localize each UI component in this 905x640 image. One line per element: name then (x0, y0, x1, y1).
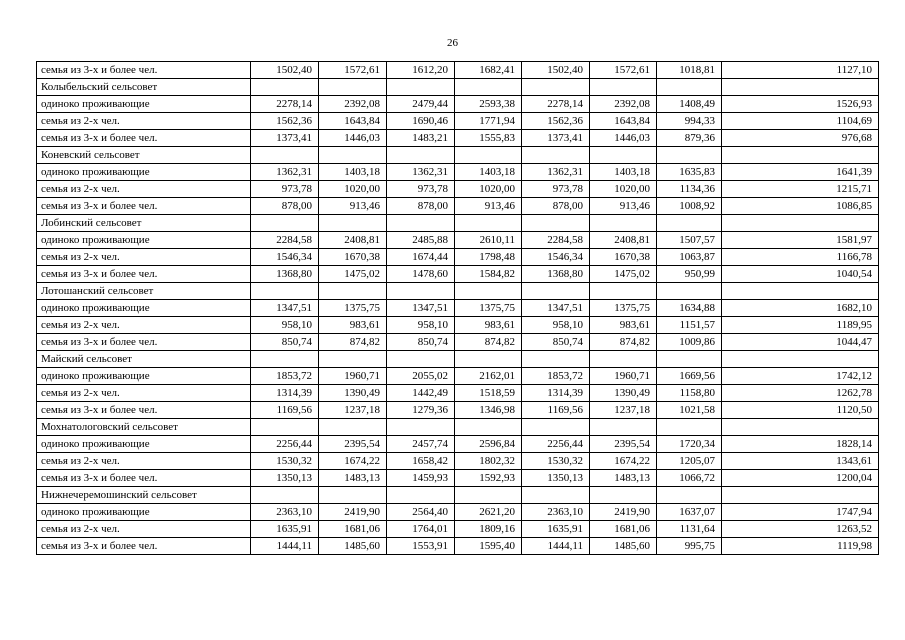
value-cell: 1475,02 (590, 266, 657, 283)
section-title: Лобинский сельсовет (37, 215, 251, 232)
value-cell: 1643,84 (319, 113, 387, 130)
value-cell: 1063,87 (657, 249, 722, 266)
table-body (37, 62, 879, 555)
value-cell (657, 283, 722, 300)
value-cell: 1237,18 (319, 402, 387, 419)
row-label: семья из 3-х и более чел. (37, 130, 251, 147)
value-cell: 2610,11 (455, 232, 522, 249)
value-cell (455, 351, 522, 368)
section-row (37, 487, 879, 504)
table-row (37, 96, 879, 113)
value-cell: 2278,14 (251, 96, 319, 113)
value-cell (657, 147, 722, 164)
value-cell: 1798,48 (455, 249, 522, 266)
value-cell: 1771,94 (455, 113, 522, 130)
value-cell (387, 147, 455, 164)
value-cell (722, 147, 879, 164)
value-cell: 850,74 (522, 334, 590, 351)
value-cell (251, 215, 319, 232)
value-cell: 878,00 (251, 198, 319, 215)
section-title: Лотошанский сельсовет (37, 283, 251, 300)
table-row (37, 181, 879, 198)
value-cell (387, 487, 455, 504)
value-cell: 1507,57 (657, 232, 722, 249)
value-cell: 1634,88 (657, 300, 722, 317)
table-row (37, 538, 879, 555)
value-cell: 1442,49 (387, 385, 455, 402)
value-cell: 1403,18 (590, 164, 657, 181)
table-row (37, 521, 879, 538)
value-cell (387, 215, 455, 232)
section-row (37, 283, 879, 300)
value-cell (522, 147, 590, 164)
value-cell (251, 79, 319, 96)
value-cell: 2419,90 (319, 504, 387, 521)
table-row (37, 334, 879, 351)
row-label: семья из 2-х чел. (37, 249, 251, 266)
value-cell (657, 419, 722, 436)
value-cell: 2419,90 (590, 504, 657, 521)
value-cell: 1020,00 (455, 181, 522, 198)
value-cell: 1584,82 (455, 266, 522, 283)
value-cell: 973,78 (387, 181, 455, 198)
table-row (37, 113, 879, 130)
value-cell: 994,33 (657, 113, 722, 130)
subsistence-table (36, 61, 879, 555)
value-cell: 2392,08 (590, 96, 657, 113)
value-cell (387, 79, 455, 96)
value-cell: 1681,06 (590, 521, 657, 538)
row-label: семья из 2-х чел. (37, 453, 251, 470)
table-row (37, 266, 879, 283)
value-cell (455, 79, 522, 96)
table-row (37, 368, 879, 385)
value-cell: 1960,71 (319, 368, 387, 385)
value-cell: 1960,71 (590, 368, 657, 385)
value-cell (319, 215, 387, 232)
value-cell: 2395,54 (590, 436, 657, 453)
value-cell: 1592,93 (455, 470, 522, 487)
table-row (37, 232, 879, 249)
section-row (37, 79, 879, 96)
row-label: семья из 2-х чел. (37, 113, 251, 130)
value-cell: 1368,80 (522, 266, 590, 283)
value-cell (657, 351, 722, 368)
value-cell: 1637,07 (657, 504, 722, 521)
value-cell: 913,46 (319, 198, 387, 215)
value-cell: 1347,51 (522, 300, 590, 317)
value-cell: 1682,41 (455, 62, 522, 79)
value-cell: 1670,38 (590, 249, 657, 266)
section-title: Нижнечеремошинский сельсовет (37, 487, 251, 504)
value-cell (590, 215, 657, 232)
value-cell: 2055,02 (387, 368, 455, 385)
value-cell: 1809,16 (455, 521, 522, 538)
value-cell: 2564,40 (387, 504, 455, 521)
value-cell (522, 283, 590, 300)
value-cell: 1403,18 (455, 164, 522, 181)
value-cell: 1530,32 (251, 453, 319, 470)
value-cell: 874,82 (590, 334, 657, 351)
section-title: Майский сельсовет (37, 351, 251, 368)
value-cell: 983,61 (590, 317, 657, 334)
value-cell: 2162,01 (455, 368, 522, 385)
value-cell (590, 351, 657, 368)
value-cell: 1120,50 (722, 402, 879, 419)
value-cell: 2395,54 (319, 436, 387, 453)
value-cell: 1674,22 (590, 453, 657, 470)
value-cell: 1483,21 (387, 130, 455, 147)
value-cell: 1104,69 (722, 113, 879, 130)
value-cell: 1643,84 (590, 113, 657, 130)
value-cell: 2596,84 (455, 436, 522, 453)
value-cell: 1444,11 (251, 538, 319, 555)
value-cell (590, 419, 657, 436)
value-cell: 1444,11 (522, 538, 590, 555)
value-cell: 2363,10 (522, 504, 590, 521)
value-cell: 950,99 (657, 266, 722, 283)
value-cell (387, 283, 455, 300)
value-cell: 1169,56 (251, 402, 319, 419)
value-cell (590, 79, 657, 96)
value-cell: 1279,36 (387, 402, 455, 419)
value-cell: 1262,78 (722, 385, 879, 402)
row-label: одиноко проживающие (37, 232, 251, 249)
value-cell: 1518,59 (455, 385, 522, 402)
value-cell: 1368,80 (251, 266, 319, 283)
value-cell (251, 419, 319, 436)
table-row (37, 198, 879, 215)
table-row (37, 62, 879, 79)
table-row (37, 300, 879, 317)
value-cell: 1205,07 (657, 453, 722, 470)
value-cell: 2363,10 (251, 504, 319, 521)
value-cell: 1158,80 (657, 385, 722, 402)
value-cell: 1263,52 (722, 521, 879, 538)
value-cell: 1478,60 (387, 266, 455, 283)
value-cell: 2485,88 (387, 232, 455, 249)
value-cell: 1446,03 (319, 130, 387, 147)
section-row (37, 215, 879, 232)
value-cell: 1555,83 (455, 130, 522, 147)
value-cell: 1362,31 (251, 164, 319, 181)
row-label: семья из 2-х чел. (37, 385, 251, 402)
table-row (37, 385, 879, 402)
row-label: одиноко проживающие (37, 300, 251, 317)
row-label: одиноко проживающие (37, 164, 251, 181)
value-cell: 1200,04 (722, 470, 879, 487)
table-row (37, 504, 879, 521)
value-cell (657, 79, 722, 96)
table-row (37, 436, 879, 453)
value-cell: 973,78 (251, 181, 319, 198)
value-cell: 1134,36 (657, 181, 722, 198)
value-cell: 874,82 (319, 334, 387, 351)
value-cell: 1119,98 (722, 538, 879, 555)
value-cell (722, 419, 879, 436)
value-cell: 2593,38 (455, 96, 522, 113)
section-title: Мохнатологовский сельсовет (37, 419, 251, 436)
value-cell (455, 147, 522, 164)
value-cell (251, 283, 319, 300)
value-cell: 913,46 (455, 198, 522, 215)
value-cell: 2479,44 (387, 96, 455, 113)
value-cell: 1237,18 (590, 402, 657, 419)
value-cell: 1314,39 (522, 385, 590, 402)
value-cell: 1690,46 (387, 113, 455, 130)
value-cell: 1346,98 (455, 402, 522, 419)
value-cell: 1347,51 (387, 300, 455, 317)
value-cell: 958,10 (387, 317, 455, 334)
value-cell: 1502,40 (522, 62, 590, 79)
value-cell (319, 147, 387, 164)
row-label: семья из 3-х и более чел. (37, 62, 251, 79)
value-cell: 1635,83 (657, 164, 722, 181)
value-cell: 2408,81 (590, 232, 657, 249)
value-cell: 2621,20 (455, 504, 522, 521)
section-title: Коневский сельсовет (37, 147, 251, 164)
value-cell: 879,36 (657, 130, 722, 147)
value-cell: 1343,61 (722, 453, 879, 470)
value-cell: 1612,20 (387, 62, 455, 79)
value-cell: 1853,72 (251, 368, 319, 385)
table-row (37, 130, 879, 147)
value-cell: 1670,38 (319, 249, 387, 266)
value-cell: 2256,44 (522, 436, 590, 453)
value-cell: 1373,41 (251, 130, 319, 147)
section-row (37, 351, 879, 368)
value-cell: 1375,75 (319, 300, 387, 317)
value-cell: 2256,44 (251, 436, 319, 453)
value-cell (522, 215, 590, 232)
row-label: семья из 3-х и более чел. (37, 470, 251, 487)
value-cell (455, 283, 522, 300)
value-cell (319, 79, 387, 96)
value-cell: 1485,60 (590, 538, 657, 555)
value-cell: 1828,14 (722, 436, 879, 453)
value-cell (722, 79, 879, 96)
value-cell (455, 215, 522, 232)
row-label: одиноко проживающие (37, 504, 251, 521)
row-label: семья из 2-х чел. (37, 317, 251, 334)
row-label: семья из 2-х чел. (37, 181, 251, 198)
table-row (37, 164, 879, 181)
row-label: семья из 2-х чел. (37, 521, 251, 538)
value-cell: 1669,56 (657, 368, 722, 385)
table-row (37, 453, 879, 470)
value-cell (387, 351, 455, 368)
value-cell: 1658,42 (387, 453, 455, 470)
value-cell: 1009,86 (657, 334, 722, 351)
page-number: 26 (447, 37, 458, 49)
value-cell: 1373,41 (522, 130, 590, 147)
value-cell: 1635,91 (522, 521, 590, 538)
value-cell: 1408,49 (657, 96, 722, 113)
value-cell: 1674,22 (319, 453, 387, 470)
row-label: одиноко проживающие (37, 96, 251, 113)
table-row (37, 317, 879, 334)
value-cell: 1485,60 (319, 538, 387, 555)
value-cell (522, 419, 590, 436)
value-cell: 1483,13 (590, 470, 657, 487)
value-cell: 1546,34 (251, 249, 319, 266)
value-cell: 850,74 (387, 334, 455, 351)
value-cell: 850,74 (251, 334, 319, 351)
value-cell (522, 351, 590, 368)
value-cell: 1403,18 (319, 164, 387, 181)
value-cell: 1553,91 (387, 538, 455, 555)
value-cell: 1127,10 (722, 62, 879, 79)
value-cell: 1502,40 (251, 62, 319, 79)
value-cell (657, 215, 722, 232)
value-cell (319, 487, 387, 504)
value-cell: 1572,61 (590, 62, 657, 79)
row-label: семья из 3-х и более чел. (37, 266, 251, 283)
value-cell: 1446,03 (590, 130, 657, 147)
value-cell: 1066,72 (657, 470, 722, 487)
value-cell: 976,68 (722, 130, 879, 147)
value-cell: 1018,81 (657, 62, 722, 79)
value-cell: 1131,64 (657, 521, 722, 538)
value-cell: 995,75 (657, 538, 722, 555)
value-cell: 1375,75 (590, 300, 657, 317)
value-cell: 1362,31 (522, 164, 590, 181)
value-cell: 1044,47 (722, 334, 879, 351)
value-cell: 1562,36 (522, 113, 590, 130)
value-cell (455, 419, 522, 436)
value-cell: 1189,95 (722, 317, 879, 334)
value-cell: 2284,58 (251, 232, 319, 249)
section-title: Колыбельский сельсовет (37, 79, 251, 96)
row-label: одиноко проживающие (37, 436, 251, 453)
value-cell (722, 487, 879, 504)
value-cell: 1215,71 (722, 181, 879, 198)
value-cell: 1151,57 (657, 317, 722, 334)
value-cell: 1020,00 (319, 181, 387, 198)
row-label: семья из 3-х и более чел. (37, 402, 251, 419)
value-cell: 1350,13 (522, 470, 590, 487)
value-cell: 1008,92 (657, 198, 722, 215)
value-cell: 1350,13 (251, 470, 319, 487)
value-cell (319, 351, 387, 368)
value-cell: 1674,44 (387, 249, 455, 266)
value-cell: 1390,49 (590, 385, 657, 402)
value-cell: 1040,54 (722, 266, 879, 283)
value-cell: 1546,34 (522, 249, 590, 266)
value-cell: 1681,06 (319, 521, 387, 538)
value-cell: 2457,74 (387, 436, 455, 453)
value-cell: 2392,08 (319, 96, 387, 113)
value-cell (455, 487, 522, 504)
value-cell: 878,00 (522, 198, 590, 215)
value-cell: 1595,40 (455, 538, 522, 555)
value-cell: 1021,58 (657, 402, 722, 419)
value-cell (657, 487, 722, 504)
value-cell: 878,00 (387, 198, 455, 215)
table-row (37, 470, 879, 487)
value-cell: 958,10 (522, 317, 590, 334)
section-row (37, 419, 879, 436)
row-label: семья из 3-х и более чел. (37, 198, 251, 215)
section-row (37, 147, 879, 164)
value-cell: 1166,78 (722, 249, 879, 266)
value-cell: 1375,75 (455, 300, 522, 317)
value-cell (251, 487, 319, 504)
value-cell: 1362,31 (387, 164, 455, 181)
value-cell: 1720,34 (657, 436, 722, 453)
value-cell: 973,78 (522, 181, 590, 198)
value-cell: 1347,51 (251, 300, 319, 317)
value-cell: 1483,13 (319, 470, 387, 487)
value-cell (319, 283, 387, 300)
value-cell: 1581,97 (722, 232, 879, 249)
value-cell: 1562,36 (251, 113, 319, 130)
value-cell: 1086,85 (722, 198, 879, 215)
value-cell: 1314,39 (251, 385, 319, 402)
value-cell (590, 487, 657, 504)
value-cell: 1764,01 (387, 521, 455, 538)
value-cell (722, 283, 879, 300)
row-label: семья из 3-х и более чел. (37, 334, 251, 351)
value-cell: 2278,14 (522, 96, 590, 113)
value-cell: 958,10 (251, 317, 319, 334)
value-cell: 1742,12 (722, 368, 879, 385)
value-cell: 874,82 (455, 334, 522, 351)
value-cell: 1682,10 (722, 300, 879, 317)
value-cell: 1020,00 (590, 181, 657, 198)
value-cell: 1641,39 (722, 164, 879, 181)
value-cell: 2408,81 (319, 232, 387, 249)
value-cell: 1572,61 (319, 62, 387, 79)
value-cell: 1459,93 (387, 470, 455, 487)
table-row (37, 402, 879, 419)
value-cell: 983,61 (455, 317, 522, 334)
row-label: одиноко проживающие (37, 368, 251, 385)
value-cell (722, 351, 879, 368)
value-cell: 1390,49 (319, 385, 387, 402)
value-cell (251, 351, 319, 368)
value-cell (722, 215, 879, 232)
value-cell (590, 147, 657, 164)
value-cell: 1853,72 (522, 368, 590, 385)
value-cell: 1802,32 (455, 453, 522, 470)
value-cell: 1526,93 (722, 96, 879, 113)
value-cell: 913,46 (590, 198, 657, 215)
value-cell (590, 283, 657, 300)
value-cell (251, 147, 319, 164)
value-cell (522, 79, 590, 96)
value-cell (387, 419, 455, 436)
value-cell: 1475,02 (319, 266, 387, 283)
table-row (37, 249, 879, 266)
value-cell: 1169,56 (522, 402, 590, 419)
value-cell: 2284,58 (522, 232, 590, 249)
value-cell (319, 419, 387, 436)
value-cell (522, 487, 590, 504)
row-label: семья из 3-х и более чел. (37, 538, 251, 555)
value-cell: 1635,91 (251, 521, 319, 538)
value-cell: 983,61 (319, 317, 387, 334)
value-cell: 1747,94 (722, 504, 879, 521)
value-cell: 1530,32 (522, 453, 590, 470)
